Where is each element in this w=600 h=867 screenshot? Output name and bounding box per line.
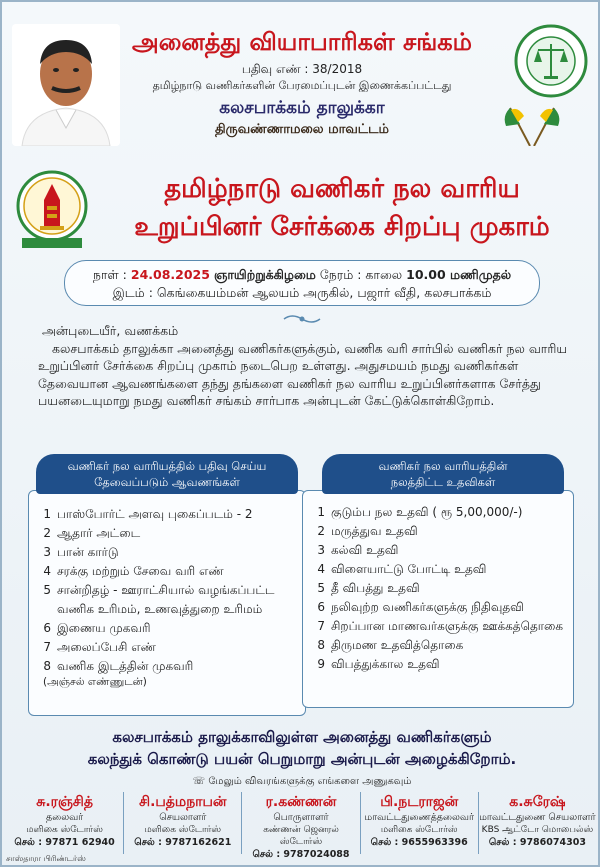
flags-icon xyxy=(500,102,564,146)
list-item: 1 பாஸ்போர்ட் அளவு புகைப்படம் - 2 xyxy=(43,507,253,521)
date-venue-box xyxy=(64,260,540,306)
invitation-line2: கலந்துக் கொண்டு பயன் பெறுமாறு அன்புடன் அழைக்கிறோம். xyxy=(87,750,517,768)
invitation xyxy=(22,726,582,770)
district-name: திருவண்ணாமலை மாவட்டம் xyxy=(215,122,389,137)
ornament-divider-icon xyxy=(282,310,322,322)
person-role: மாவட்டதுணை செயலாளர் xyxy=(479,812,596,823)
list-item: 2 ஆதார் அட்டை xyxy=(43,526,141,540)
documents-box xyxy=(28,490,306,716)
person-card xyxy=(242,792,360,860)
person-phone: செல் : 9787024088 xyxy=(252,849,350,860)
tamilnadu-emblem-icon xyxy=(16,166,88,252)
event-place: கெங்கையம்மன் ஆலயம் அருகில், பஜார் வீதி, கலசபாக்கம் xyxy=(156,285,492,300)
person-role: மாவட்டதுணைத்தலைவர் xyxy=(364,812,474,823)
header xyxy=(2,2,598,152)
place-label: இடம் : xyxy=(112,285,153,300)
person-phone: செல் : 9786074303 xyxy=(488,837,586,848)
list-item: 5 சான்றிதழ் - ஊராட்சியால் வழங்கப்பட்ட வணிக உரிமம், உணவுத்துறை உரிமம் xyxy=(43,583,275,616)
person-role: பொருளாளர் xyxy=(273,812,329,823)
person-name: ர.கண்ணன் xyxy=(265,794,337,810)
date-label: நாள் : xyxy=(92,267,127,282)
person-shop: KBS ஆட்டோ மொபைல்ஸ் xyxy=(481,825,594,835)
person-shop: கண்ணன் ஜெனரல் ஸ்டோர்ஸ் xyxy=(263,825,339,847)
person-role: செயலாளர் xyxy=(159,812,207,823)
documents-heading-line1: வணிகர் நல வாரியத்தில் பதிவு செய்ய xyxy=(67,459,267,473)
person-name: சு.ரஞ்சித் xyxy=(36,794,93,810)
list-item: 9 விபத்துக்கால உதவி xyxy=(317,657,440,671)
event-day: ஞாயிற்றுக்கிழமை xyxy=(213,267,316,282)
event-time: 10.00 மணிமுதல் xyxy=(406,267,512,282)
person-phone: செல் : 9787162621 xyxy=(134,837,232,848)
benefits-list xyxy=(303,491,573,674)
documents-heading xyxy=(36,454,298,494)
invitation-line1: கலசபாக்கம் தாலுக்காவிலுள்ள அனைத்து வணிகர்களும் xyxy=(112,728,492,746)
contact-label: ☏ மேலும் விவரங்களுக்கு எங்களை அணுகவும் xyxy=(192,776,412,787)
person-phone: செல் : 97871 62940 xyxy=(14,837,115,848)
person-role: தலைவர் xyxy=(46,812,84,823)
message-body: கலசபாக்கம் தாலுக்கா அனைத்து வணிகர்களுக்கும், வணிக வரி சார்பில் வணிகர் நல வாரிய உறுப்பினர் சேர்க்கை சிறப்பு முகாம் நடைபெற உள்ளது. அதுசமயம் நமது வணிகர்கள் தேவையான ஆவணங்களை தந்து தங்களை வணிகர் நல வாரிய உறுப்பினர்களாக சேர்த்து பயனடையுமாறு நமது வணிகர் சங்கம் சார்பாக அன்புடன் கேட்டுக்கொள்கிறோம். xyxy=(38,340,568,408)
affiliation: தமிழ்நாடு வணிகர்களின் பேரமைப்புடன் இணைக்கப்பட்டது xyxy=(152,79,452,92)
association-title: அனைத்து வியாபாரிகள் சங்கம் xyxy=(132,28,472,56)
list-item: 7 சிறப்பான மாணவர்களுக்கு ஊக்கத்தொகை xyxy=(317,619,564,633)
person-card xyxy=(124,792,242,854)
greeting: அன்புடையீர், வணக்கம் xyxy=(42,323,179,338)
leader-photo xyxy=(12,24,120,146)
taluk-name: கலசபாக்கம் தாலுக்கா xyxy=(219,98,385,118)
list-item: 6 இணைய முகவரி xyxy=(43,621,151,635)
person-name: பி.நடராஜன் xyxy=(380,794,459,810)
time-label: நேரம் : காலை xyxy=(319,267,403,282)
benefits-heading xyxy=(322,454,564,494)
event-title-line1: தமிழ்நாடு வணிகர் நல வாரிய xyxy=(164,174,520,204)
person-card xyxy=(361,792,479,854)
person-shop: மளிகை ஸ்டோர்ஸ் xyxy=(26,825,103,835)
list-item: 8 வணிக இடத்தின் முகவரி xyxy=(43,659,194,673)
printer-credit: சாஸ்தாரா பிரிண்டர்ஸ் xyxy=(6,854,86,863)
event-date: 24.08.2025 xyxy=(130,267,210,282)
list-item: 2 மருத்துவ உதவி xyxy=(317,524,418,538)
registration-number: பதிவு எண் : 38/2018 xyxy=(241,62,363,76)
list-item: 6 நலிவுற்ற வணிகர்களுக்கு நிதிவுதவி xyxy=(317,600,524,614)
person-card xyxy=(479,792,596,854)
person-shop: மளிகை ஸ்டோர்ஸ் xyxy=(380,825,458,835)
list-item: 3 கல்வி உதவி xyxy=(317,543,399,557)
list-item: 1 குடும்ப நல உதவி ( ரூ 5,00,000/-) xyxy=(317,505,523,519)
list-item: 3 பான் கார்டு xyxy=(43,545,119,559)
list-item: 8 திருமண உதவித்தொகை xyxy=(317,638,464,652)
benefits-box xyxy=(302,490,574,708)
list-item: 5 தீ விபத்து உதவி xyxy=(317,581,420,595)
phone-icon: ☏ xyxy=(192,776,206,787)
person-shop: மளிகை ஸ்டோர்ஸ் xyxy=(144,825,222,835)
list-item: 4 சரக்கு மற்றும் சேவை வரி எண் xyxy=(43,564,224,578)
person-name: சி.பத்மநாபன் xyxy=(139,794,227,810)
list-item: 4 விளையாட்டு போட்டி உதவி xyxy=(317,562,487,576)
person-card xyxy=(6,792,124,854)
documents-list xyxy=(29,491,305,676)
documents-note: (அஞ்சல் எண்ணுடன்) xyxy=(43,676,147,688)
benefits-heading-line1: வணிகர் நல வாரியத்தின் xyxy=(378,459,508,473)
documents-heading-line2: தேவைப்படும் ஆவணங்கள் xyxy=(94,475,240,489)
event-title-line2: உறுப்பினர் சேர்க்கை சிறப்பு முகாம் xyxy=(134,212,550,242)
message-paragraph xyxy=(38,322,578,410)
benefits-heading-line2: நலத்திட்ட உதவிகள் xyxy=(390,475,496,489)
association-logo-icon xyxy=(514,24,588,98)
list-item: 7 அலைப்பேசி எண் xyxy=(43,640,156,654)
person-phone: செல் : 9655963396 xyxy=(370,837,468,848)
person-name: க.சுரேஷ் xyxy=(509,794,566,810)
